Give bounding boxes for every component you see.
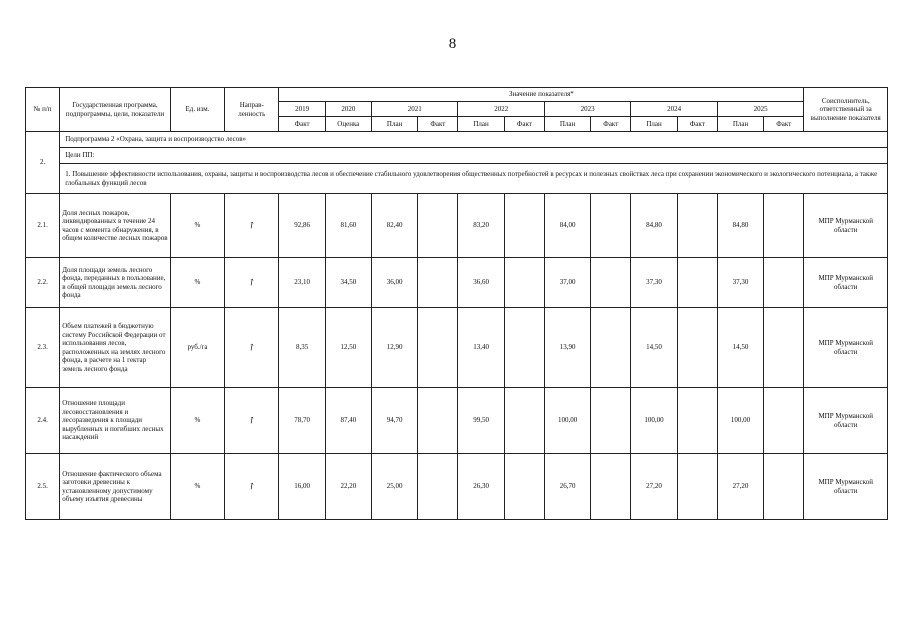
- row-unit: %: [170, 194, 224, 258]
- row-name: Доля лесных пожаров, ликвидированных в течение 24 часов с момента обнаружения, в общем количестве лесных пожаров: [60, 194, 171, 258]
- row-direction: [225, 308, 279, 388]
- row-plan-2025: 27,20: [717, 454, 763, 520]
- row-name: Доля площади земель лесного фонда, переданных в пользование, в общей площади земель лесного фонда: [60, 258, 171, 308]
- trend-up-icon: ↗: [245, 340, 258, 354]
- row-plan-2023: 26,70: [544, 454, 590, 520]
- row-num: 2.5.: [26, 454, 60, 520]
- row-fact-2023: [591, 388, 631, 454]
- row-plan-2021: 25,00: [371, 454, 417, 520]
- row-fact-2022: [504, 388, 544, 454]
- row-unit: %: [170, 388, 224, 454]
- row-unit: %: [170, 258, 224, 308]
- sub-plan-2024: План: [631, 117, 677, 132]
- row-unit: %: [170, 454, 224, 520]
- subprogram-title: Подпрограмма 2 «Охрана, защита и воспроизводство лесов»: [60, 132, 888, 148]
- row-num: 2.4.: [26, 388, 60, 454]
- sub-fact-2025: Факт: [764, 117, 804, 132]
- sub-fact-2021: Факт: [418, 117, 458, 132]
- row-fact-2024: [677, 194, 717, 258]
- table-row: [26, 194, 888, 258]
- row-fact-2023: [591, 258, 631, 308]
- row-fact-2021: [418, 194, 458, 258]
- year-2019: 2019: [279, 102, 325, 117]
- row-fact-2025: [764, 388, 804, 454]
- row-fact-2022: [504, 258, 544, 308]
- row-direction: [225, 388, 279, 454]
- row-plan-2022: 83,20: [458, 194, 504, 258]
- row-name: Отношение площади лесовосстановления и лесоразведения к площади вырубленных и погибших лесных насаждений: [60, 388, 171, 454]
- row-fact-2023: [591, 194, 631, 258]
- trend-up-icon: ↗: [245, 479, 258, 493]
- row-fact-2023: [591, 454, 631, 520]
- row-plan-2022: 36,60: [458, 258, 504, 308]
- year-2021: 2021: [371, 102, 457, 117]
- table-row: [26, 258, 888, 308]
- row-fact-2024: [677, 258, 717, 308]
- row-num: 2.3.: [26, 308, 60, 388]
- row-plan-2025: 100,00: [717, 388, 763, 454]
- row-plan-2024: 14,50: [631, 308, 677, 388]
- row-plan-2023: 84,00: [544, 194, 590, 258]
- header-values: Значение показателя*: [279, 88, 804, 102]
- section-number: 2.: [26, 132, 60, 194]
- header-responsible: Соисполнитель, ответственный за выполнение показателя: [804, 88, 888, 132]
- row-responsible: МПР Мурманской области: [804, 194, 888, 258]
- header-num: № п/п: [26, 88, 60, 132]
- row-estimate-2020: 34,50: [325, 258, 371, 308]
- trend-up-icon: ↗: [245, 275, 258, 289]
- table-row: [26, 388, 888, 454]
- sub-fact-2019: Факт: [279, 117, 325, 132]
- row-responsible: МПР Мурманской области: [804, 308, 888, 388]
- row-fact-2025: [764, 258, 804, 308]
- row-plan-2022: 26,30: [458, 454, 504, 520]
- row-direction: [225, 194, 279, 258]
- row-unit: руб./га: [170, 308, 224, 388]
- row-fact-2022: [504, 308, 544, 388]
- sub-plan-2021: План: [371, 117, 417, 132]
- row-direction: [225, 454, 279, 520]
- row-responsible: МПР Мурманской области: [804, 454, 888, 520]
- year-2024: 2024: [631, 102, 717, 117]
- row-plan-2024: 84,80: [631, 194, 677, 258]
- table-row: [26, 308, 888, 388]
- row-plan-2024: 27,20: [631, 454, 677, 520]
- row-plan-2021: 94,70: [371, 388, 417, 454]
- row-estimate-2020: 22,20: [325, 454, 371, 520]
- row-estimate-2020: 87,40: [325, 388, 371, 454]
- row-fact-2019: 78,70: [279, 388, 325, 454]
- row-fact-2025: [764, 308, 804, 388]
- row-responsible: МПР Мурманской области: [804, 388, 888, 454]
- row-name: Отношение фактического объема заготовки древесины к установленному допустимому объему изъятия древесины: [60, 454, 171, 520]
- row-fact-2024: [677, 308, 717, 388]
- row-fact-2019: 23,10: [279, 258, 325, 308]
- row-fact-2021: [418, 454, 458, 520]
- row-fact-2023: [591, 308, 631, 388]
- row-fact-2025: [764, 194, 804, 258]
- sub-fact-2022: Факт: [504, 117, 544, 132]
- row-fact-2024: [677, 454, 717, 520]
- page-number: 8: [448, 36, 457, 52]
- row-plan-2022: 13,40: [458, 308, 504, 388]
- goal-label: Цели ПП:: [60, 148, 888, 164]
- row-plan-2021: 36,00: [371, 258, 417, 308]
- sub-plan-2023: План: [544, 117, 590, 132]
- row-plan-2023: 100,00: [544, 388, 590, 454]
- row-name: Объем платежей в бюджетную систему Российской Федерации от использования лесов, расположенных на землях лесного фонда, в расчете на 1 гектар земель лесного фонда: [60, 308, 171, 388]
- row-num: 2.2.: [26, 258, 60, 308]
- row-plan-2025: 14,50: [717, 308, 763, 388]
- row-fact-2025: [764, 454, 804, 520]
- row-plan-2023: 13,90: [544, 308, 590, 388]
- goal-text: 1. Повышение эффективности использования, охраны, защиты и воспроизводства лесов и обеспечение стабильного удовлетворения общественных потребностей в ресурсах и полезных свойствах леса при сохранении экономического и экологического потенциала, а также глобальных функций лесов: [60, 164, 888, 194]
- row-fact-2019: 92,86: [279, 194, 325, 258]
- row-estimate-2020: 12,50: [325, 308, 371, 388]
- row-fact-2019: 16,00: [279, 454, 325, 520]
- header-direction: Направ-ленность: [225, 88, 279, 132]
- row-fact-2022: [504, 454, 544, 520]
- row-fact-2024: [677, 388, 717, 454]
- trend-up-icon: ↗: [245, 218, 258, 232]
- row-fact-2022: [504, 194, 544, 258]
- row-plan-2025: 84,80: [717, 194, 763, 258]
- year-2025: 2025: [717, 102, 804, 117]
- indicators-table: [25, 87, 888, 520]
- row-plan-2023: 37,00: [544, 258, 590, 308]
- year-2022: 2022: [458, 102, 544, 117]
- row-plan-2022: 99,50: [458, 388, 504, 454]
- row-fact-2021: [418, 258, 458, 308]
- row-fact-2021: [418, 308, 458, 388]
- row-plan-2021: 12,90: [371, 308, 417, 388]
- year-2023: 2023: [544, 102, 630, 117]
- row-num: 2.1.: [26, 194, 60, 258]
- row-direction: [225, 258, 279, 308]
- year-2020: 2020: [325, 102, 371, 117]
- row-responsible: МПР Мурманской области: [804, 258, 888, 308]
- sub-plan-2022: План: [458, 117, 504, 132]
- header-unit: Ед. изм.: [170, 88, 224, 132]
- row-plan-2021: 82,40: [371, 194, 417, 258]
- row-estimate-2020: 81,60: [325, 194, 371, 258]
- sub-fact-2023: Факт: [591, 117, 631, 132]
- row-plan-2025: 37,30: [717, 258, 763, 308]
- row-plan-2024: 100,00: [631, 388, 677, 454]
- sub-estimate-2020: Оценка: [325, 117, 371, 132]
- row-fact-2021: [418, 388, 458, 454]
- sub-fact-2024: Факт: [677, 117, 717, 132]
- table-row: [26, 454, 888, 520]
- trend-up-icon: ↗: [245, 413, 258, 427]
- header-program: Государственная программа, подпрограммы, цели, показатели: [60, 88, 171, 132]
- sub-plan-2025: План: [717, 117, 763, 132]
- row-fact-2019: 8,35: [279, 308, 325, 388]
- row-plan-2024: 37,30: [631, 258, 677, 308]
